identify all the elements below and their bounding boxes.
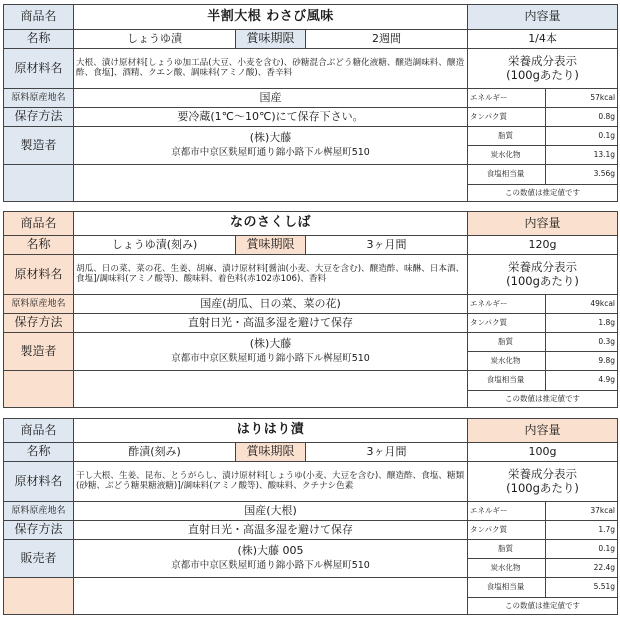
nutrition-title: 栄養成分表示 <box>508 467 578 482</box>
nutrient-value: 9.8g <box>546 352 618 371</box>
nutrition-basis: (100gあたり) <box>506 480 579 495</box>
blank-label-cell <box>4 371 74 408</box>
product-name: 半割大根 わさび風味 <box>74 5 468 30</box>
label-table <box>3 211 618 408</box>
seller-address: 京都市中京区麩屋町通り錦小路下ル桝屋町510 <box>171 560 370 572</box>
ingredients-value: 干し大根、生姜、昆布、とうがらし、漬け原材料[しょうゆ(小麦、大豆を含む)、醸造酢、食塩、糖類(砂糖、ぶどう糖果糖液糖)]/調味料(アミノ酸等)、酸味料、クチナシ色素 <box>74 462 468 502</box>
origin-value: 国産 <box>74 89 468 108</box>
origin-value: 国産(大根) <box>74 502 468 521</box>
seller-name: (株)大藤 005 <box>237 543 304 557</box>
expiry-label: 賞味期限 <box>236 443 306 462</box>
blank-cell <box>74 578 468 615</box>
name-value: しょうゆ漬 <box>74 30 236 49</box>
ingredients-label: 原材料名 <box>4 462 74 502</box>
nutrient-value: 1.7g <box>546 521 618 540</box>
nutrient-value: 3.56g <box>546 165 618 185</box>
blank-cell <box>74 371 468 408</box>
blank-label-cell <box>4 165 74 202</box>
contents-label: 内容量 <box>468 5 618 30</box>
contents-value: 120g <box>468 236 618 255</box>
estimate-note: この数値は推定値です <box>468 185 618 202</box>
contents-label: 内容量 <box>468 212 618 236</box>
name-label: 名称 <box>4 236 74 255</box>
product-name: はりはり漬 <box>74 419 468 443</box>
nutrient-name: タンパク質 <box>468 108 546 127</box>
origin-label: 原料原産地名 <box>4 502 74 521</box>
blank-cell <box>74 165 468 202</box>
origin-label: 原料原産地名 <box>4 89 74 108</box>
label-table <box>3 4 618 202</box>
nutrient-value: 4.9g <box>546 371 618 391</box>
product-name: なのさくしば <box>74 212 468 236</box>
contents-label: 内容量 <box>468 419 618 443</box>
nutrition-header <box>468 255 618 295</box>
nutrition-title: 栄養成分表示 <box>508 54 578 69</box>
nutrient-name: 炭水化物 <box>468 559 546 578</box>
nutrient-name: エネルギー <box>468 89 546 108</box>
label-nanosakushiba <box>3 211 617 408</box>
nutrient-value: 13.1g <box>546 146 618 165</box>
nutrient-value: 49kcal <box>546 295 618 314</box>
label-harihari-zuke <box>3 418 617 615</box>
nutrient-name: 脂質 <box>468 127 546 146</box>
label-table <box>3 418 618 615</box>
storage-label: 保存方法 <box>4 314 74 333</box>
maker-info <box>74 333 468 371</box>
maker-info <box>74 127 468 165</box>
nutrition-basis: (100gあたり) <box>506 273 579 288</box>
contents-value: 100g <box>468 443 618 462</box>
product-name-label: 商品名 <box>4 5 74 30</box>
name-label: 名称 <box>4 30 74 49</box>
nutrient-name: 食塩相当量 <box>468 371 546 391</box>
nutrition-header <box>468 462 618 502</box>
estimate-note: この数値は推定値です <box>468 391 618 408</box>
ingredients-label: 原材料名 <box>4 255 74 295</box>
nutrient-name: 脂質 <box>468 540 546 559</box>
ingredients-value: 大根、漬け原材料[しょうゆ加工品(大豆、小麦を含む)、砂糖混合ぶどう糖化液糖、醸造調味料、醸造酢、食塩]、酒精、クエン酸、調味料(アミノ酸)、香辛料 <box>74 49 468 89</box>
nutrient-name: エネルギー <box>468 502 546 521</box>
nutrient-name: 食塩相当量 <box>468 578 546 598</box>
nutrition-basis: (100gあたり) <box>506 67 579 82</box>
name-value: しょうゆ漬(刻み) <box>74 236 236 255</box>
ingredients-label: 原材料名 <box>4 49 74 89</box>
name-value: 酢漬(刻み) <box>74 443 236 462</box>
nutrient-value: 57kcal <box>546 89 618 108</box>
nutrient-name: エネルギー <box>468 295 546 314</box>
origin-label: 原料原産地名 <box>4 295 74 314</box>
name-label: 名称 <box>4 443 74 462</box>
nutrient-value: 0.1g <box>546 127 618 146</box>
nutrient-value: 1.8g <box>546 314 618 333</box>
blank-label-cell <box>4 578 74 615</box>
nutrient-name: 炭水化物 <box>468 352 546 371</box>
storage-value: 要冷蔵(1℃〜10℃)にて保存下さい。 <box>74 108 468 127</box>
estimate-note: この数値は推定値です <box>468 598 618 615</box>
maker-address: 京都市中京区麩屋町通り錦小路下ル桝屋町510 <box>171 353 370 365</box>
expiry-value: 2週間 <box>306 30 468 49</box>
maker-address: 京都市中京区麩屋町通り錦小路下ル桝屋町510 <box>171 147 370 159</box>
nutrient-name: 脂質 <box>468 333 546 352</box>
expiry-value: 3ヶ月間 <box>306 443 468 462</box>
nutrition-header <box>468 49 618 89</box>
nutrient-value: 0.3g <box>546 333 618 352</box>
nutrient-value: 5.51g <box>546 578 618 598</box>
label-hanwari-daikon <box>3 4 617 202</box>
nutrition-title: 栄養成分表示 <box>508 260 578 275</box>
expiry-label: 賞味期限 <box>236 236 306 255</box>
seller-label: 販売者 <box>4 540 74 578</box>
storage-label: 保存方法 <box>4 108 74 127</box>
product-name-label: 商品名 <box>4 212 74 236</box>
nutrient-name: タンパク質 <box>468 521 546 540</box>
nutrient-name: 食塩相当量 <box>468 165 546 185</box>
expiry-label: 賞味期限 <box>236 30 306 49</box>
storage-value: 直射日光・高温多湿を避けて保存 <box>74 314 468 333</box>
origin-value: 国産(胡瓜、日の菜、菜の花) <box>74 295 468 314</box>
nutrient-value: 0.8g <box>546 108 618 127</box>
ingredients-value: 胡瓜、日の菜、菜の花、生姜、胡麻、漬け原材料[醤油(小麦、大豆を含む)、醸造酢、味醂、日本酒、食塩]/調味料(アミノ酸等)、酸味料、着色料(赤102赤106)、香料 <box>74 255 468 295</box>
seller-info <box>74 540 468 578</box>
maker-label: 製造者 <box>4 333 74 371</box>
nutrient-value: 22.4g <box>546 559 618 578</box>
nutrient-name: タンパク質 <box>468 314 546 333</box>
maker-name: (株)大藤 <box>249 336 292 350</box>
nutrient-name: 炭水化物 <box>468 146 546 165</box>
contents-value: 1/4本 <box>468 30 618 49</box>
maker-label: 製造者 <box>4 127 74 165</box>
nutrient-value: 0.1g <box>546 540 618 559</box>
nutrient-value: 37kcal <box>546 502 618 521</box>
maker-name: (株)大藤 <box>249 130 292 144</box>
storage-value: 直射日光・高温多湿を避けて保存 <box>74 521 468 540</box>
storage-label: 保存方法 <box>4 521 74 540</box>
expiry-value: 3ヶ月間 <box>306 236 468 255</box>
product-name-label: 商品名 <box>4 419 74 443</box>
